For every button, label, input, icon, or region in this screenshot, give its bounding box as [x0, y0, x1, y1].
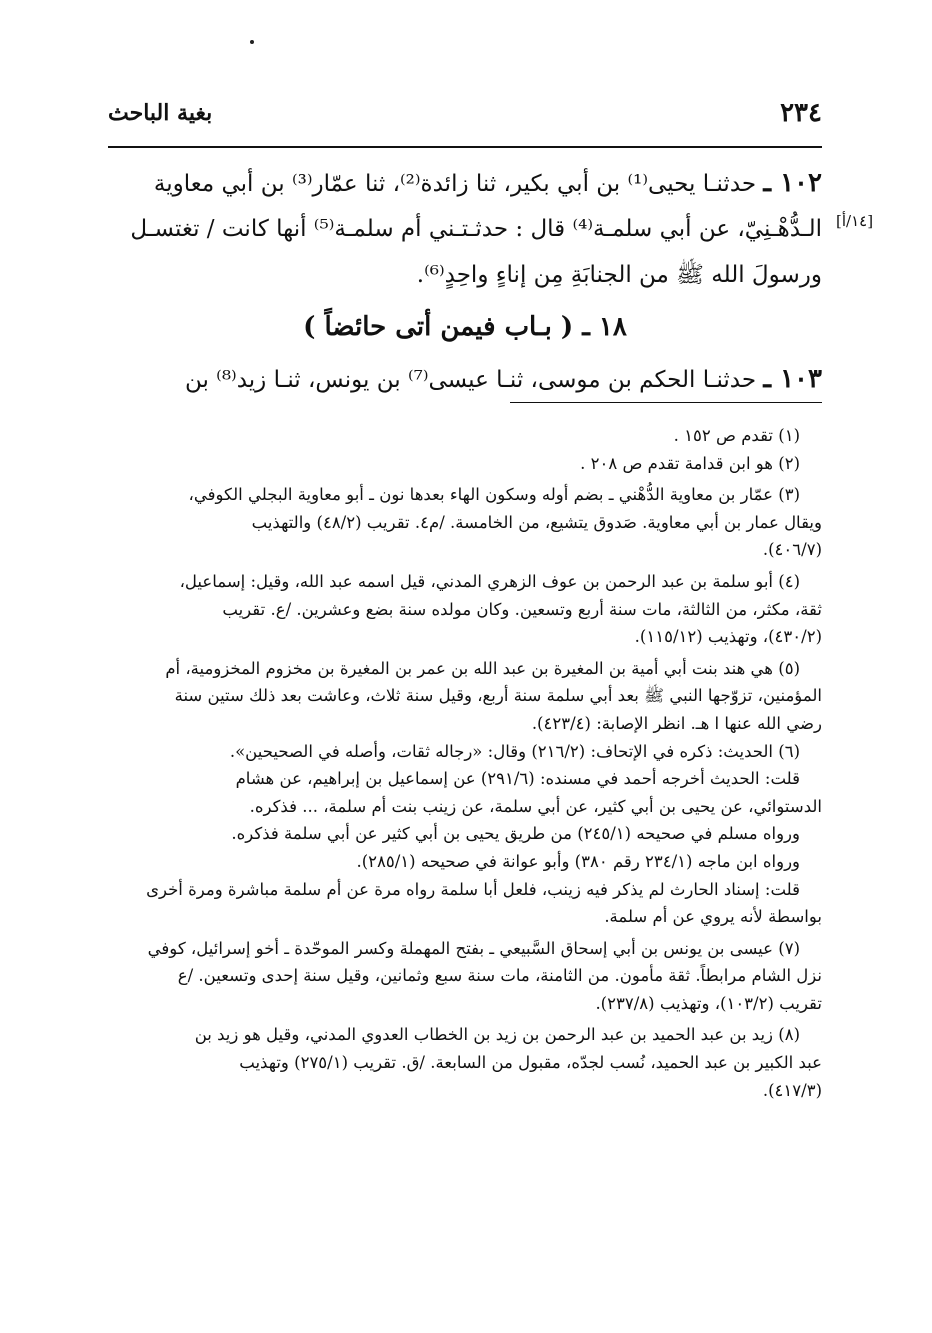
hadith-102 [108, 160, 822, 298]
footnote-line: (٢) هو ابن قدامة تقدم ص ٢٠٨ . [580, 453, 800, 473]
footnote-line: نزل الشام مرابطاً. ثقة مأمون. من الثامنة، مات سنة سبع وثمانين، وقيل سنة إحدى وتسعين. /ع [177, 966, 822, 986]
footnote-line: المؤمنين، تزوّجها النبي ﷺ بعد أبي سلمة سنة أربع، وقيل سنة ثلاث، وعاشت بعد ذلك ستين سنة [174, 686, 822, 706]
manuscript-folio-marker: [١٤/أ] [836, 212, 874, 230]
footnotes [108, 422, 822, 1104]
text-line [108, 252, 822, 298]
footnote-line: (٤) أبو سلمة بن عبد الرحمن بن عوف الزهري المدني، قيل اسمه عبد الله، وقيل: إسماعيل، [179, 571, 800, 591]
text-line [108, 356, 822, 402]
hadith-number: ١٠٢ ـ [763, 168, 822, 198]
footnote-line: الدستوائي، عن يحيى بن أبي كثير، عن أبي سلمة، عن زينب بنت أم سلمة، ... فذكره. [249, 796, 822, 816]
line-text: حدثنـا الحكم بن موسى، ثنـا عيسى⁽⁷⁾ بن يونس، ثنـا زيد⁽⁸⁾ بن [184, 367, 764, 393]
footnote-line: (٣) عمّار بن معاوية الدُّهْني ـ بضم أوله وسكون الهاء بعدها نون ـ أبو معاوية البجلي الكوفي، [188, 485, 800, 505]
footnote-line: ورواه مسلم في صحيحه (٢٤٥/١) من طريق يحيى بن أبي كثير عن أبي سلمة فذكره. [231, 824, 800, 844]
footnote-line: تقريب (١٠٣/٢)، وتهذيب (٢٣٧/٨). [595, 993, 822, 1013]
footnote-line: (٨) زيد بن عبد الحميد بن عبد الرحمن بن زيد بن الخطاب العدوي المدني، وقيل هو زيد بن [194, 1025, 800, 1045]
text-line [108, 206, 822, 252]
footnote-line: عبد الكبير بن عبد الحميد، نُسب لجدّه، مقبول من السابعة. /ق. تقريب (٢٧٥/١) وتهذيب [239, 1053, 822, 1073]
footnote-line: ويقال عمار بن أبي معاوية. صَدوق يتشيع، من الخامسة. /م٤. تقريب (٤٨/٢) والتهذيب [251, 512, 822, 532]
footnote-line: (١) تقدم ص ١٥٢ . [673, 426, 800, 445]
footnote-line: رضي الله عنها ا هـ. انظر الإصابة: (٤٢٣/٤). [531, 713, 822, 733]
main-text [108, 160, 822, 402]
footnote-line: ورواه ابن ماجه (٢٣٤/١ رقم ٣٨٠) وأبو عوانة في صحيحه (٢٨٥/١). [356, 851, 800, 871]
text-line [108, 160, 822, 206]
line-text: ورسولَ الله ﷺ من الجنابَةِ مِن إناءٍ واحِدٍ⁽⁶⁾. [416, 262, 822, 288]
footnote-line: (٥) هي هند بنت أبي أمية بن المغيرة بن عبد الله بن عمر بن المغيرة بن مخزوم المخزومية، أم [165, 658, 800, 678]
ink-dot [250, 40, 254, 44]
footnote-separator [510, 402, 822, 403]
line-text: الـدُّهْـنِيّ، عن أبي سلمـة⁽⁴⁾ قال : حدثـتـني أم سلمـة⁽⁵⁾ أنها كانت / تغتسـل [130, 216, 822, 242]
footnote-line: قلت: الحديث أخرجه أحمد في مسنده: (٢٩١/٦) عن إسماعيل بن إبراهيم، عن هشام [235, 769, 800, 789]
footnote-line: بواسطة لأنه يروي عن أم سلمة. [604, 907, 822, 927]
page-number: ٢٣٤ [780, 98, 822, 128]
hadith-103 [108, 356, 822, 402]
footnote-line: ثقة، مكثر، من الثالثة، مات سنة أربع وتسعين. وكان مولده سنة بضع وعشرين. /ع. تقريب [222, 599, 822, 619]
line-text: حدثنـا يحيى⁽¹⁾ بن أبي بكير، ثنا زائدة⁽²⁾، ثنا عمّار⁽³⁾ بن أبي معاوية [153, 171, 764, 197]
chapter-title: ١٨ ـ ( بـاب فيمن أتى حائضاً ) [303, 312, 627, 342]
footnote-line: قلت: إسناد الحارث لم يذكر فيه زينب، فلعل أبا سلمة رواه مرة عن أم سلمة مباشرة ومرة أخرى [146, 879, 800, 899]
footnote-line: (٤٣٠/٢)، وتهذيب (١١٥/١٢). [634, 627, 822, 647]
hadith-number: ١٠٣ ـ [763, 364, 822, 394]
footnote-line: (٧) عيسى بن يونس بن أبي إسحاق السَّبيعي ـ بفتح المهملة وكسر الموحّدة ـ أخو إسرائيل، كوفي [147, 938, 800, 958]
running-title: بغية الباحث [108, 100, 213, 126]
footnote-line: (٤١٧/٣). [762, 1080, 822, 1100]
page-header [108, 96, 822, 136]
footnote-line: (٦) الحديث: ذكره في الإتحاف: (٢١٦/٢) وقال: «رجاله ثقات، وأصله في الصحيحين». [229, 741, 800, 761]
header-rule [108, 146, 822, 148]
footnote-line: (٤٠٦/٧). [762, 540, 822, 560]
